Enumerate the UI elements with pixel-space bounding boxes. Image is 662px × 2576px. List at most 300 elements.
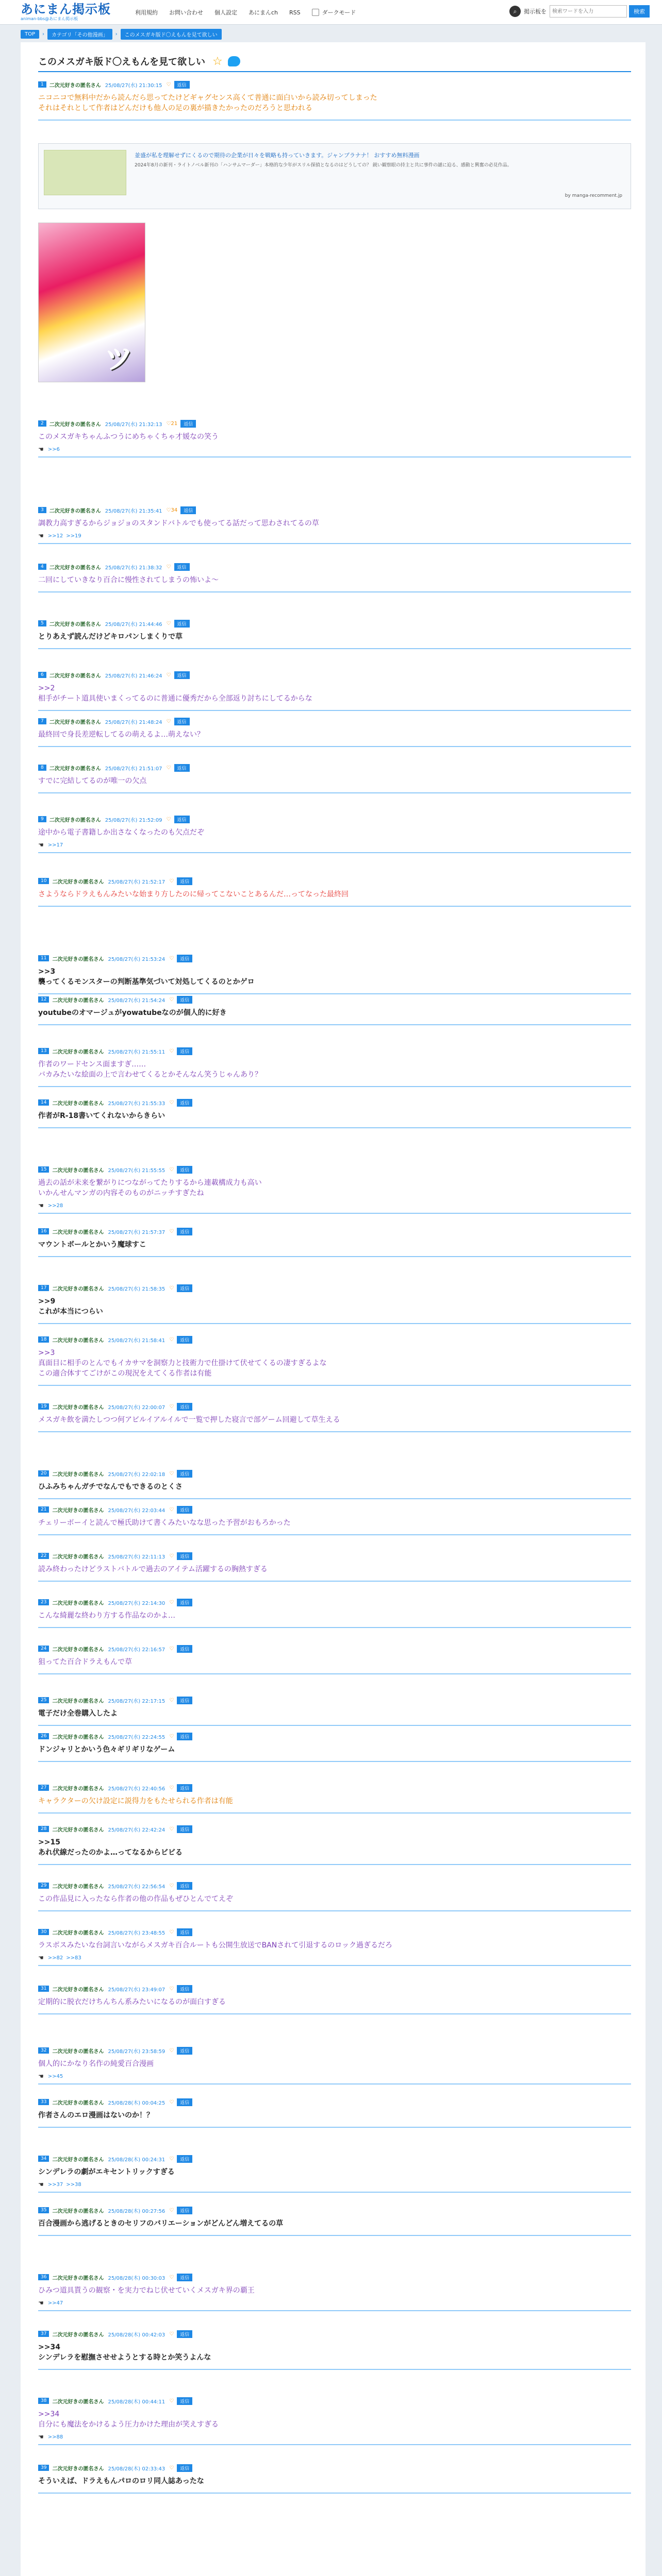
reply-link[interactable]: >>17 <box>47 842 63 848</box>
reply-button[interactable]: 返信 <box>174 718 190 725</box>
reply-link[interactable]: >>88 <box>47 2434 63 2440</box>
post-body <box>38 2476 631 2486</box>
reply-button[interactable]: 返信 <box>177 1825 192 1833</box>
dark-mode-checkbox[interactable] <box>312 9 319 16</box>
reply-button[interactable]: 返信 <box>177 1506 192 1514</box>
post-date: 25/08/27(水) 21:53:24 <box>108 956 166 962</box>
reply-button[interactable]: 返信 <box>177 877 192 885</box>
page-title: このメスガキ版ド〇えもんを見て欲しい <box>38 57 205 67</box>
like-button[interactable] <box>167 817 171 822</box>
heart-icon: ♡ <box>169 2465 174 2471</box>
post-divider <box>38 1086 631 1087</box>
heart-icon: ♡ <box>169 2274 174 2280</box>
breadcrumb-separator-icon: › <box>115 31 118 37</box>
post-meta <box>38 1552 631 1560</box>
like-button[interactable] <box>169 1929 174 1935</box>
heart-icon: ♡ <box>169 1553 174 1559</box>
reply-link[interactable]: >>38 <box>66 2181 81 2188</box>
post-divider <box>38 591 631 592</box>
post-number[interactable]: 30 <box>38 1929 49 1935</box>
post-number[interactable]: 4 <box>38 564 46 570</box>
post-divider <box>38 2127 631 2128</box>
post-number[interactable]: 13 <box>38 1048 49 1054</box>
post-item <box>38 619 631 642</box>
breadcrumb-top[interactable]: TOP <box>21 30 39 39</box>
post-author: 二次元好きの匿名さん <box>49 565 101 571</box>
post-line: ニコニコで無料中だから読んだら思ってたけどギャグセンス高くて普通に面白いから読み切ってしまった <box>38 94 377 102</box>
post-line: 百合漫画から逃げるときのセリフのバリエーションがどんどん増えてるの草 <box>38 2219 284 2228</box>
post-number[interactable]: 23 <box>38 1599 49 1605</box>
post-number[interactable]: 7 <box>38 718 46 724</box>
post-number[interactable]: 26 <box>38 1733 49 1739</box>
post-meta <box>38 2464 631 2472</box>
post-number[interactable]: 10 <box>38 878 49 884</box>
post-divider <box>38 2444 631 2445</box>
like-button[interactable] <box>169 1646 174 1652</box>
post-body <box>38 1415 631 1425</box>
logo-text[interactable]: あにまん掲示板 <box>21 2 111 16</box>
breadcrumb-thread[interactable]: このメスガキ版ド〇えもんを見て欲しい <box>121 29 222 40</box>
post-divider <box>38 1431 631 1432</box>
reply-button[interactable]: 返信 <box>174 563 190 571</box>
post-meta <box>38 2273 631 2281</box>
nav-settings[interactable]: 個人設定 <box>214 9 237 16</box>
reply-button[interactable]: 返信 <box>177 2464 192 2472</box>
nav-rss[interactable]: RSS <box>289 9 301 16</box>
reply-link[interactable]: >>19 <box>66 533 81 539</box>
post-number[interactable]: 29 <box>38 1883 49 1889</box>
post-body <box>38 432 631 442</box>
post-divider <box>38 543 631 544</box>
like-button[interactable] <box>167 621 171 626</box>
reply-button[interactable]: 返信 <box>177 2207 192 2214</box>
post-number[interactable]: 21 <box>38 1506 49 1513</box>
post-meta <box>38 1227 631 1235</box>
post-date: 25/08/27(水) 22:24:55 <box>108 1734 166 1740</box>
post-body <box>38 2059 631 2069</box>
post-body <box>38 575 631 585</box>
like-button[interactable] <box>169 1048 174 1054</box>
post-line: バカみたいな絵面の上で言わせてくるとかそんなん笑うじゃんあり？ <box>38 1071 262 1079</box>
post-body <box>38 827 631 838</box>
reply-hand-icon: ☚ <box>38 2299 44 2307</box>
post-author: 二次元好きの匿名さん <box>52 1404 104 1411</box>
post-date: 25/08/27(水) 22:03:44 <box>108 1507 166 1514</box>
reply-button[interactable]: 返信 <box>177 1228 192 1235</box>
heart-icon: ♡ <box>166 718 171 724</box>
post-author: 二次元好きの匿名さん <box>52 2157 104 2163</box>
manga-cover-image[interactable] <box>38 223 145 382</box>
post-item <box>38 877 631 900</box>
reply-button[interactable]: 返信 <box>177 2274 192 2281</box>
post-number[interactable]: 3 <box>38 507 46 513</box>
like-button[interactable] <box>169 2398 174 2404</box>
reply-hand-icon: ☚ <box>38 446 44 453</box>
post-meta <box>38 1505 631 1514</box>
reply-hand-icon: ☚ <box>38 841 44 849</box>
reply-button[interactable]: 返信 <box>177 2098 192 2106</box>
reply-button[interactable]: 返信 <box>177 1599 192 1606</box>
post-item <box>38 80 631 113</box>
post-body <box>38 1564 631 1574</box>
post-number[interactable]: 12 <box>38 996 49 1003</box>
like-button[interactable] <box>169 878 174 884</box>
post-item <box>38 2046 631 2080</box>
post-number[interactable]: 8 <box>38 765 46 771</box>
post-item <box>38 1505 631 1528</box>
like-button[interactable] <box>169 1337 174 1343</box>
post-divider <box>38 792 631 793</box>
post-date: 25/08/27(水) 21:52:09 <box>105 817 162 823</box>
like-button[interactable] <box>169 1100 174 1106</box>
site-logo[interactable] <box>21 2 124 23</box>
post-line: 作者がR-18書いてくれないからきらい <box>38 1112 166 1120</box>
post-number[interactable]: 38 <box>38 2398 49 2404</box>
post-item <box>38 1825 631 1858</box>
post-divider <box>38 648 631 649</box>
post-number[interactable]: 11 <box>38 955 49 961</box>
post-number[interactable]: 22 <box>38 1553 49 1559</box>
reply-button[interactable]: 返信 <box>177 1645 192 1653</box>
nav-contact[interactable]: お問い合わせ <box>169 9 203 16</box>
post-line: 作者のワードセンス面ますぎ…… <box>38 1060 146 1069</box>
reply-hand-icon: ☚ <box>38 2181 44 2188</box>
search-icon: ⌕ <box>509 6 521 17</box>
reply-button[interactable]: 返信 <box>174 620 190 628</box>
breadcrumb-category[interactable]: カテゴリ「その他漫画」 <box>47 29 112 40</box>
reply-button[interactable]: 返信 <box>177 1697 192 1704</box>
post-number[interactable]: 15 <box>38 1166 49 1173</box>
reply-refs <box>38 1201 631 1210</box>
reply-hand-icon: ☚ <box>38 2073 44 2080</box>
heart-icon: ♡ <box>169 996 174 1003</box>
post-item <box>38 1098 631 1121</box>
post-body <box>38 1059 631 1080</box>
reply-button[interactable]: 返信 <box>180 506 196 514</box>
post-line: ドンジャリとかいう色々ギリギリなゲーム <box>38 1745 175 1754</box>
like-button[interactable] <box>167 564 171 570</box>
post-divider <box>38 1498 631 1499</box>
search-button[interactable]: 検索 <box>629 5 650 18</box>
post-number[interactable]: 27 <box>38 1785 49 1791</box>
post-item <box>38 1284 631 1317</box>
heart-icon: ♡ <box>169 1048 174 1054</box>
reply-link[interactable]: >>82 <box>47 1955 63 1961</box>
post-line: このメスガキちゃんふつうにめちゃくちゃ才媛なの笑う <box>38 433 219 441</box>
reply-button[interactable]: 返信 <box>177 1166 192 1174</box>
post-date: 25/08/27(水) 21:48:24 <box>105 719 162 725</box>
post-number[interactable]: 35 <box>38 2207 49 2213</box>
reply-button[interactable]: 返信 <box>177 1882 192 1890</box>
reply-button[interactable]: 返信 <box>177 1470 192 1478</box>
like-button[interactable] <box>169 2048 174 2054</box>
star-icon[interactable]: ☆ <box>212 55 223 68</box>
search-area <box>509 5 650 18</box>
reply-button[interactable]: 返信 <box>177 2155 192 2163</box>
post-date: 25/08/27(水) 22:11:13 <box>108 1554 166 1560</box>
post-body <box>38 1657 631 1667</box>
like-button[interactable] <box>169 1229 174 1234</box>
post-date: 25/08/27(水) 22:02:18 <box>108 1471 166 1478</box>
post-body <box>38 1796 631 1806</box>
like-button[interactable] <box>169 2156 174 2162</box>
post-date: 25/08/27(水) 21:51:07 <box>105 766 162 772</box>
reply-button[interactable]: 返信 <box>177 1403 192 1411</box>
reply-button[interactable]: 返信 <box>177 1733 192 1740</box>
reply-button[interactable]: 返信 <box>177 1928 192 1936</box>
twitter-icon[interactable] <box>228 56 240 66</box>
post-body <box>38 1744 631 1755</box>
heart-icon: ♡ <box>169 1228 174 1234</box>
cover-glyph: ッ <box>101 334 137 376</box>
post-author: 二次元好きの匿名さん <box>52 1337 104 1344</box>
post-date: 25/08/27(水) 22:42:24 <box>108 1827 166 1833</box>
post-meta <box>38 1732 631 1740</box>
post-line: さようならドラえもんみたいな始まり方したのに帰ってこないことあるんだ…ってなった最終回 <box>38 890 349 899</box>
like-button[interactable] <box>169 2099 174 2105</box>
reply-button[interactable]: 返信 <box>174 671 190 679</box>
like-button[interactable] <box>169 1507 174 1513</box>
breadcrumb-separator-icon: › <box>42 31 45 37</box>
ad-title[interactable]: 並盛が私を理解せずにくるので期待の企業が日々を戦略も持っていきます。ジャンプラナナ！ おすすめ無料漫画 <box>135 152 420 159</box>
post-meta <box>38 2046 631 2055</box>
reply-button[interactable]: 返信 <box>174 764 190 772</box>
like-button[interactable] <box>169 997 174 1003</box>
post-number[interactable]: 17 <box>38 1285 49 1291</box>
post-body <box>38 683 631 704</box>
post-number[interactable]: 19 <box>38 1403 49 1410</box>
post-divider <box>38 852 631 853</box>
post-number[interactable]: 28 <box>38 1826 49 1832</box>
like-button[interactable] <box>169 1734 174 1739</box>
reply-button[interactable]: 返信 <box>177 1284 192 1292</box>
like-button[interactable] <box>169 2465 174 2471</box>
reply-refs <box>38 1954 631 1962</box>
like-button[interactable] <box>169 956 174 961</box>
post-line: 過去の話が未来を繋がりにつながってたりするから連載構成力も高い <box>38 1179 262 1187</box>
post-number[interactable]: 39 <box>38 2465 49 2471</box>
post-date: 25/08/28(木) 00:27:56 <box>108 2208 166 2214</box>
like-button[interactable] <box>169 1404 174 1410</box>
post-author: 二次元好きの匿名さん <box>52 1049 104 1055</box>
like-button[interactable] <box>167 82 171 88</box>
post-item <box>38 1598 631 1621</box>
post-divider <box>38 1213 631 1214</box>
post-body <box>38 889 631 900</box>
post-number[interactable]: 37 <box>38 2331 49 2337</box>
like-button[interactable] <box>169 1553 174 1559</box>
post-line: >>2 <box>38 684 55 692</box>
like-button[interactable] <box>169 1600 174 1605</box>
post-meta <box>38 1165 631 1174</box>
ad-thumbnail[interactable] <box>44 150 126 195</box>
post-date: 25/08/27(水) 21:58:35 <box>108 1286 166 1292</box>
ad-banner[interactable] <box>38 143 631 209</box>
post-line: マウントボールとかいう魔球すこ <box>38 1241 146 1249</box>
post-number[interactable]: 6 <box>38 672 46 678</box>
post-body <box>38 518 631 529</box>
reply-link[interactable]: >>6 <box>47 446 60 452</box>
post-meta <box>38 1469 631 1478</box>
reply-button[interactable]: 返信 <box>177 1552 192 1560</box>
post-number[interactable]: 14 <box>38 1099 49 1106</box>
like-button[interactable] <box>169 1285 174 1291</box>
post-item <box>38 1402 631 1425</box>
post-author: 二次元好きの匿名さん <box>52 1987 104 1993</box>
post-date: 25/08/27(水) 21:35:41 <box>105 508 162 514</box>
reply-button[interactable]: 返信 <box>177 1047 192 1055</box>
heart-icon: ♡ <box>169 1929 174 1935</box>
post-number[interactable]: 1 <box>38 81 46 88</box>
reply-button[interactable]: 返信 <box>174 81 190 89</box>
like-button[interactable] <box>169 1826 174 1832</box>
breadcrumb <box>21 29 222 39</box>
heart-icon: ♡ <box>169 1166 174 1173</box>
post-divider <box>38 1581 631 1582</box>
post-author: 二次元好きの匿名さん <box>52 1554 104 1560</box>
post-number[interactable]: 5 <box>38 620 46 626</box>
heart-icon: ♡ <box>169 955 174 961</box>
reply-link[interactable]: >>12 <box>47 533 63 539</box>
post-divider <box>38 2013 631 2014</box>
post-divider <box>38 1323 631 1324</box>
reply-button[interactable]: 返信 <box>177 1985 192 1993</box>
post-number[interactable]: 25 <box>38 1697 49 1703</box>
reply-button[interactable]: 返信 <box>174 816 190 823</box>
post-author: 二次元好きの匿名さん <box>49 673 101 679</box>
post-author: 二次元好きの匿名さん <box>52 1786 104 1792</box>
heart-icon: ♡ <box>166 564 171 570</box>
reply-refs <box>38 445 631 453</box>
post-number[interactable]: 34 <box>38 2156 49 2162</box>
post-number[interactable]: 20 <box>38 1470 49 1477</box>
reply-link[interactable]: >>28 <box>47 1202 63 1209</box>
like-button[interactable] <box>167 507 178 513</box>
reply-link[interactable]: >>83 <box>66 1955 81 1961</box>
post-body <box>38 632 631 642</box>
post-meta <box>38 2206 631 2214</box>
post-line: >>3 <box>38 1349 55 1357</box>
post-body <box>38 1482 631 1492</box>
post-meta <box>38 2098 631 2106</box>
ad-source: by manga-recomment.jp <box>565 193 622 198</box>
reply-button[interactable]: 返信 <box>177 1336 192 1344</box>
reply-button[interactable]: 返信 <box>177 1784 192 1792</box>
reply-button[interactable]: 返信 <box>180 420 196 428</box>
reply-link[interactable]: >>47 <box>47 2300 63 2306</box>
post-number[interactable]: 16 <box>38 1228 49 1234</box>
post-line: 電子だけ全巻購入したよ <box>38 1709 118 1718</box>
post-line: 調教力高すぎるからジョジョのスタンドバトルでも使ってる話だって思わされてるの草 <box>38 519 319 528</box>
post-meta <box>38 671 631 679</box>
post-item <box>38 815 631 849</box>
post-item <box>38 1882 631 1904</box>
post-item <box>38 954 631 987</box>
reply-button[interactable]: 返信 <box>177 955 192 962</box>
post-number[interactable]: 2 <box>38 420 46 427</box>
like-button[interactable] <box>169 1471 174 1477</box>
top-nav <box>135 7 356 18</box>
post-meta <box>38 619 631 628</box>
post-number[interactable]: 36 <box>38 2274 49 2280</box>
post-meta <box>38 1985 631 1993</box>
reply-button[interactable]: 返信 <box>177 2047 192 2055</box>
post-author: 二次元好きの匿名さん <box>49 82 101 89</box>
post-item <box>38 2397 631 2441</box>
post-date: 25/08/27(水) 21:32:13 <box>105 421 162 428</box>
heart-icon: ♡ <box>169 1099 174 1106</box>
post-author: 二次元好きの匿名さん <box>49 766 101 772</box>
post-meta <box>38 563 631 571</box>
like-button[interactable] <box>167 765 171 771</box>
post-item <box>38 2273 631 2307</box>
like-button[interactable] <box>169 2275 174 2280</box>
like-button[interactable] <box>169 1167 174 1173</box>
post-divider <box>38 2493 631 2494</box>
heart-icon: ♡ <box>169 1697 174 1703</box>
post-divider <box>38 1127 631 1128</box>
reply-button[interactable]: 返信 <box>177 2330 192 2338</box>
post-number[interactable]: 24 <box>38 1646 49 1652</box>
post-line: 真面目に相手のとんでもイカサマを洞察力と技術力で仕掛けて伏せてくるの凄すぎるよな <box>38 1359 327 1367</box>
like-button[interactable] <box>169 2208 174 2213</box>
post-number[interactable]: 33 <box>38 2099 49 2105</box>
heart-icon: ♡ <box>169 2398 174 2404</box>
nav-animanch[interactable]: あにまんch <box>249 9 278 16</box>
reply-button[interactable]: 返信 <box>177 1099 192 1107</box>
post-divider <box>38 1256 631 1257</box>
post-author: 二次元好きの匿名さん <box>52 2466 104 2472</box>
like-button[interactable] <box>169 1986 174 1992</box>
reply-button[interactable]: 返信 <box>177 996 192 1004</box>
post-number[interactable]: 18 <box>38 1336 49 1343</box>
post-author: 二次元好きの匿名さん <box>52 879 104 885</box>
reply-link[interactable]: >>45 <box>47 2073 63 2079</box>
like-button[interactable] <box>167 719 171 724</box>
post-author: 二次元好きの匿名さん <box>52 1229 104 1235</box>
like-button[interactable] <box>167 672 171 678</box>
search-input[interactable] <box>550 5 627 18</box>
post-body <box>38 730 631 740</box>
reply-refs <box>38 2072 631 2080</box>
dark-mode-toggle[interactable] <box>312 8 356 16</box>
reply-refs <box>38 532 631 540</box>
like-button[interactable] <box>169 1698 174 1703</box>
post-line: シンデレラを慰撫させせようとする時とか笑うよんな <box>38 2353 211 2362</box>
post-author: 二次元好きの匿名さん <box>49 508 101 514</box>
post-line: あれ伏線だったのかよ…ってなるからビビる <box>38 1849 183 1857</box>
like-button[interactable] <box>169 1883 174 1889</box>
reply-link[interactable]: >>37 <box>47 2181 63 2188</box>
like-button[interactable] <box>169 1785 174 1791</box>
post-number[interactable]: 31 <box>38 1986 49 1992</box>
post-number[interactable]: 9 <box>38 816 46 822</box>
post-number[interactable]: 32 <box>38 2047 49 2054</box>
post-line: ひみつ道具貰うの観察・を実力でねじ伏せていくメスガキ界の覇王 <box>38 2286 255 2295</box>
post-author: 二次元好きの匿名さん <box>52 1930 104 1936</box>
post-divider <box>38 1534 631 1535</box>
reply-button[interactable]: 返信 <box>177 2397 192 2405</box>
post-line: 個人的にかなり名作の純愛百合漫画 <box>38 2060 154 2068</box>
nav-terms[interactable]: 利用規約 <box>135 9 158 16</box>
post-meta <box>38 1928 631 1936</box>
like-button[interactable] <box>167 421 178 427</box>
post-divider <box>38 1627 631 1628</box>
like-button[interactable] <box>169 2331 174 2337</box>
heart-icon: ♡ <box>166 81 171 88</box>
like-count: 34 <box>171 507 178 513</box>
post-date: 25/08/27(水) 21:55:33 <box>108 1100 166 1107</box>
